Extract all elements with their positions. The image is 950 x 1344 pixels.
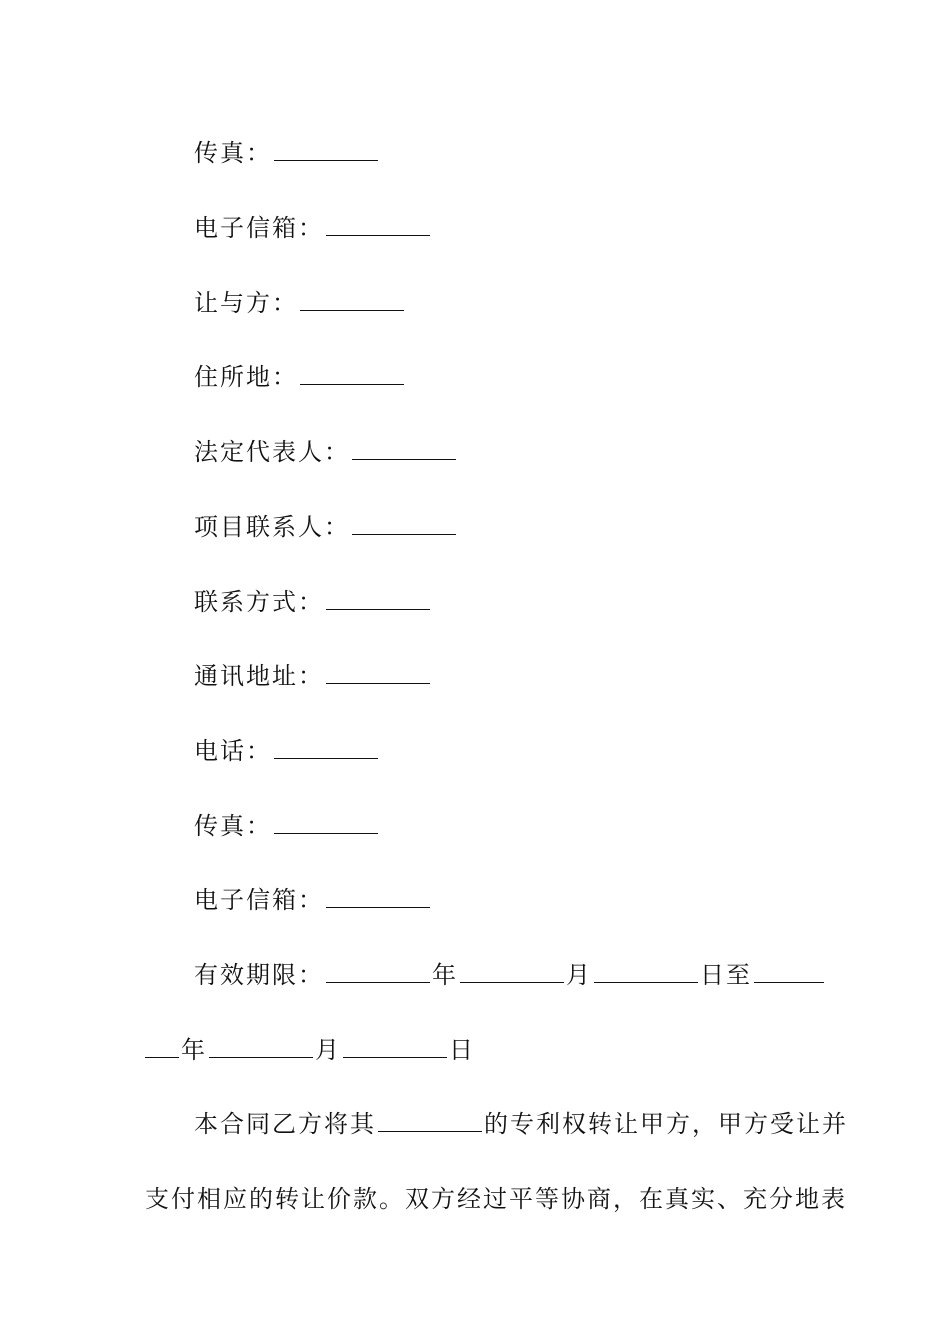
year-text: 年 xyxy=(181,1036,207,1064)
field-phone xyxy=(145,735,859,767)
fill-blank xyxy=(274,832,378,834)
field-label: 传真： xyxy=(194,139,272,167)
field-assignor xyxy=(145,287,859,319)
field-label: 通讯地址： xyxy=(194,662,324,690)
field-label: 项目联系人： xyxy=(194,513,350,541)
field-email-2 xyxy=(145,884,859,916)
paragraph-text: 支付相应的转让价款。双方经过平等协商，在真实、充分地表 xyxy=(145,1185,847,1213)
field-domicile xyxy=(145,361,859,393)
field-label: 法定代表人： xyxy=(194,438,350,466)
month-text: 月 xyxy=(315,1036,341,1064)
fill-blank xyxy=(352,533,456,535)
day-to-text: 日至 xyxy=(700,961,752,989)
fill-blank xyxy=(326,234,430,236)
fill-blank xyxy=(326,981,430,983)
fill-blank xyxy=(300,383,404,385)
fill-blank xyxy=(274,159,378,161)
field-label: 电话： xyxy=(194,737,272,765)
fill-blank xyxy=(352,458,456,460)
fill-blank xyxy=(754,981,824,983)
fill-blank xyxy=(326,608,430,610)
field-project-contact xyxy=(145,511,859,543)
field-label: 电子信箱： xyxy=(194,214,324,242)
field-fax-2 xyxy=(145,810,859,842)
field-mailing-address xyxy=(145,660,859,692)
fill-blank xyxy=(594,981,698,983)
validity-line-2 xyxy=(145,1034,810,1066)
field-label: 电子信箱： xyxy=(194,886,324,914)
year-text: 年 xyxy=(432,961,458,989)
fill-blank xyxy=(343,1056,447,1058)
month-text: 月 xyxy=(566,961,592,989)
fill-blank xyxy=(326,906,430,908)
field-label: 联系方式： xyxy=(194,588,324,616)
validity-label: 有效期限： xyxy=(194,961,324,989)
field-contact-method xyxy=(145,586,859,618)
fill-blank xyxy=(460,981,564,983)
validity-line-1 xyxy=(145,959,859,991)
field-label: 传真： xyxy=(194,812,272,840)
fill-blank xyxy=(209,1056,313,1058)
fill-blank xyxy=(326,682,430,684)
field-email xyxy=(145,212,859,244)
field-label: 住所地： xyxy=(194,363,298,391)
field-label: 让与方： xyxy=(194,289,298,317)
fill-blank xyxy=(274,757,378,759)
day-text: 日 xyxy=(449,1036,475,1064)
paragraph-text: 本合同乙方将其 xyxy=(194,1110,376,1138)
field-fax xyxy=(145,137,859,169)
field-legal-representative xyxy=(145,436,859,468)
paragraph-line-2 xyxy=(145,1183,847,1215)
paragraph-line-1 xyxy=(145,1108,859,1140)
fill-blank xyxy=(378,1130,482,1132)
fill-blank xyxy=(300,309,404,311)
fill-blank xyxy=(145,1056,179,1058)
paragraph-text: 的专利权转让甲方，甲方受让并 xyxy=(484,1110,848,1138)
